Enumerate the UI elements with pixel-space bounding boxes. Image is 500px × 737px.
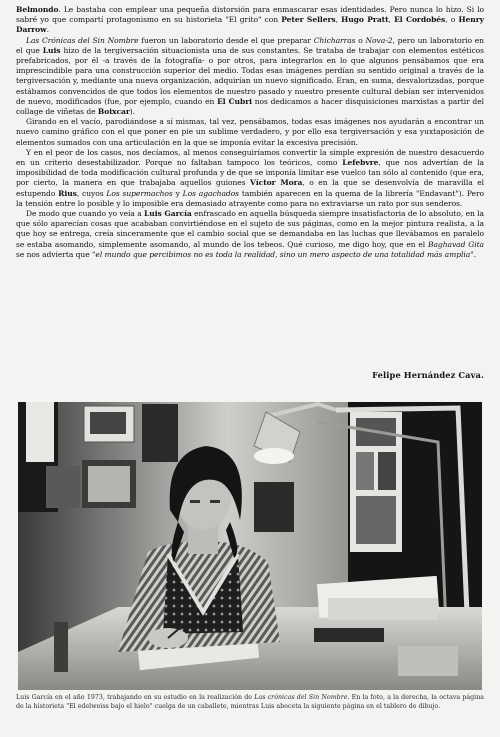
text: nos dedicamos a hacer disquisiciones marxistas a partir del collage de viñetas de [16, 96, 484, 117]
photo [18, 402, 482, 690]
title: Chicharras [313, 35, 356, 45]
quote: "el mundo que percibimos no es toda la realidad, sino un mero aspecto de una totalidad más amplia" [91, 249, 474, 259]
name: Hugo Pratt [341, 15, 389, 25]
name: Rius [58, 188, 77, 198]
title: Los supermachos [106, 188, 173, 198]
text: . [473, 249, 476, 259]
text: y [172, 188, 183, 198]
paragraph-5 [16, 209, 484, 260]
text: también aparecen en la quema de la librería "Endavant"). Pero la tensión entre lo posible y lo imposible era demasiado atrayente como para no extraviarse un rato por sus senderos. [16, 188, 484, 208]
name: Luis [42, 45, 61, 55]
name: El Cubri [217, 96, 252, 106]
title: Las crónicas del Sin Nombre [254, 694, 348, 701]
name: El Cordobés [394, 15, 446, 25]
text: Luis García en el año 1973, trabajando en su estudio en la realización de [16, 694, 255, 701]
title: Baghavad Gita [427, 239, 484, 249]
name-belmondo: Belmondo [16, 5, 59, 14]
text: , cuyos [76, 188, 107, 198]
text: . [46, 25, 49, 35]
text: . En la foto, a la derecha, la octava página de la historieta "El edelweiss bajo el hielo" cuelga de un caballete, mientras Luis aboceta la siguiente página en el tablero de dibujo. [16, 694, 484, 710]
text: enfrascado en aquella búsqueda siempre insatisfactoria de lo absoluto, en la que sólo aparecían cosas que acababan convirtiéndose en el sujeto de sus páginas, como en la mejor pintura realista, a la que hoy se entrega, creía sinceramente que el cambio social que se demandaba en las luchas que llevábamos en paralelo se estaba asomando, simplemente asomando, al mundo de los tebeos. Qué curioso, me digo hoy, que en el [16, 209, 484, 249]
article-body [16, 5, 484, 260]
text: o [355, 35, 366, 45]
text: se nos advierta que [16, 249, 92, 259]
paragraph-2 [16, 36, 484, 118]
text: , o [445, 15, 459, 25]
text: Y en el peor de los casos, nos decíamos, al menos conseguiríamos convertir la simple expresión de nuestro desacuerdo en un criterio desestabilizador. Porque no faltaban tampoco los teóricos, como [16, 147, 484, 168]
photo-icon [18, 402, 482, 690]
name: Peter Sellers [281, 15, 336, 25]
name: Henry Darrow [16, 15, 484, 35]
text: , [388, 15, 395, 25]
name: Boixcar [97, 107, 130, 117]
name: Lefebvre [342, 158, 379, 168]
text: De modo que cuando yo veía a [26, 209, 145, 219]
photo-caption [16, 694, 484, 711]
name: Luis García [144, 209, 192, 219]
author-signature: Felipe Hernández Cava. [372, 370, 484, 380]
text: , pero un laboratorio en el que [16, 35, 484, 55]
text: fueron un laboratorio desde el que preparar [138, 35, 314, 45]
text: . Le bastaba con emplear una pequeña distorsión para enmascarar esas identidades. Pero nunca lo hizo. Si lo sabré yo que compartí protagonismo en su historieta "El grito" con [16, 5, 484, 25]
text: hizo de la tergiversación situacionista una de sus constantes. Se trataba de trabajar con elementos estéticos prefabricados, por él -a través de la fotografía- o por otros, para integrarlos en lo que algunos pensábamos que era imprescindible para una construcción superior del medio. Todas esas imágenes perdían su sentido original a través de la tergiversación y, mediante una nueva organización, adquirían un nuevo significado. Eran, en suma, desvalorizadas, porque estábamos convencidos de que todos los elementos de nuestro pasado y nuestro presente cultural debían ser intervenidos de nuevo, modificados (fue, por ejemplo, cuando en [16, 45, 484, 106]
paragraph-3: Girando en el vacío, parodiándose a sí mismas, tal vez, pensábamos, todas esas imágenes nos ayudarán a encontrar un nuevo camino gráfico con el que poner en pie un sublime verdadero, y por ello esa tergiversación y esa yuxtaposición de elementos sumados con una articulación en la que se imponía evitar la excesiva precisión. [16, 117, 484, 147]
title: Las Crónicas del Sin Nombre [26, 35, 139, 45]
text: , [335, 15, 342, 25]
name: Víctor Mora [250, 178, 303, 188]
paragraph-4 [16, 148, 484, 209]
text: , que nos advertían de la imposibilidad de toda modificación cultural profunda y de que se imponía limitar ese vuelco tan sólo al contenido (que era, por cierto, la manera en que trabajaba aquellos guiones [16, 158, 484, 188]
text: ). [129, 107, 136, 117]
title: Los agachados [182, 188, 239, 198]
paragraph-1 [16, 5, 484, 36]
title: Nova-2 [365, 35, 393, 45]
text: , o en la que se desenvolvía de maravilla el estupendo [16, 178, 484, 198]
